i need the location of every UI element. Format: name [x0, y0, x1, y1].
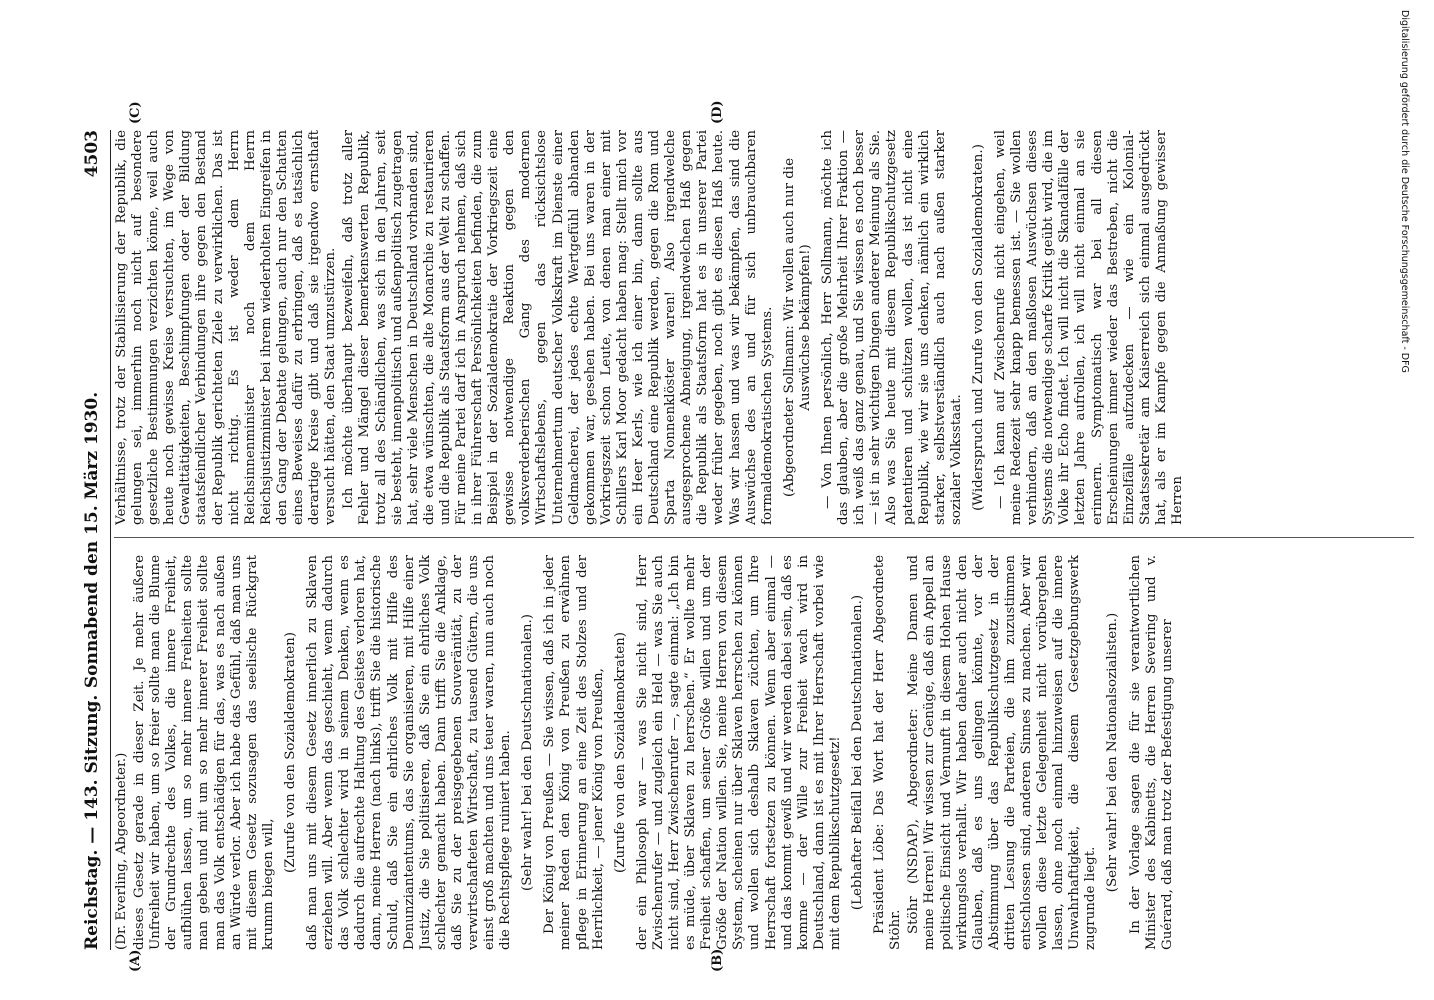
margin-letter-d: (D) — [710, 100, 725, 124]
margin-letter-c: (C) — [128, 101, 143, 124]
header-session: Reichstag. — 143. Sitzung. — [82, 694, 102, 950]
interjection: (Lebhafter Beifall bei den Deutschnationalen.) — [850, 594, 866, 911]
paragraph: — Ich kann auf Zwischenrufe nicht eingehen, weil meine Redezeit sehr knapp bemessen ist. — Sie wollen verhindern, daß an den maßlosen Auswüchsen dieses Systems die notwendige scharfe Kritik geübt wird, die im Volke ihr Echo findet. Ich will nicht die Skandalfälle der letzten Jahre aufrollen, ich will nicht einmal an sie erinnern. Symptomatisch war bei all diesen Erscheinungen immer wieder das Bestreben, nicht die Einzelfälle aufzudecken — wie ein Kolonial-Staatssekretär am Kaiserreich sich einmal ausgedrückt hat, als er im Kampfe gegen die Anmaßung gewisser Herren — [992, 130, 1185, 525]
paragraph: Stöhr (NSDAP), Abgeordneter: Meine Damen und meine Herren! Wir wissen zur Genüge, daß ein Appell an politische Einsicht und Vernunft in diesem Hohen Hause wirkungslos verhallt. Wir haben daher auch nicht den Glauben, daß es uns gelingen könnte, vor der Abstimmung über das Republikschutzgesetz in der dritten Lesung die Parteien, die ihm zuzustimmen entschlossen sind, anderen Sinnes zu machen. Aber wir wollen diese letzte Gelegenheit nicht vorübergehen lassen, ohne noch einmal hinzuweisen auf die innere Unwahrhaftigkeit, die diesem Gesetzgebungswerk zugrunde liegt. — [906, 555, 1099, 950]
left-text-column — [114, 555, 1434, 950]
paragraph: Präsident Löbe: Das Wort hat der Herr Abgeordnete Stöhr. — [872, 555, 904, 950]
credit-text: Digitalisierung gefördert durch die Deutsche Forschungsgemeinschaft - DFG — [1399, 10, 1410, 373]
page-header — [78, 130, 110, 950]
dfg-credit — [1399, 10, 1434, 373]
header-rule — [110, 130, 111, 950]
header-date: Sonnabend den 15. März 1930. — [82, 391, 102, 689]
paragraph: In der Vorlage sagen die für sie verantwortlichen Minister des Kabinetts, die Herren Severing und v. Guérard, daß man trotz der Befestigung unserer — [1127, 555, 1175, 950]
paragraph: daß man uns mit diesem Gesetz innerlich zu Sklaven erziehen will. Aber wenn das geschieht, wenn dadurch das Volk schlechter wird in seinem Denken, wenn es dadurch die aufrechte Haltung des Geistes verloren hat, dann, meine Herren (nach links), trifft Sie die historische Schuld, daß Sie ein ehrliches Volk mit Hilfe des Denunziantentums, das Sie organisieren, mit Hilfe einer Justiz, die Sie politisieren, daß Sie ein ehrliches Volk schlechter gemacht haben. Dann trifft Sie die Anklage, daß Sie zu der preisgegebenen Souveränität, zu der verwirtschafteten Wirtschaft, zu tausend Gütern, die uns einst groß machten und uns teuer waren, nun auch noch die Rechtspflege ruiniert haben. — [305, 555, 514, 950]
paragraph: (Dr. Everling, Abgeordneter.) — [114, 752, 129, 950]
column-divider — [114, 537, 1414, 538]
paragraph: Ich möchte überhaupt bezweifeln, daß trotz aller Fehler und Mängel dieser bemerkenswerten Republik, trotz all des Schändlichen, was sich in den Jahren, seit sie besteht, innenpolitisch und außenpolitisch zugetragen hat, sehr viele Menschen in Deutschland vorhanden sind, die etwa wünschten, die alte Monarchie zu restaurieren und die Republik als Staatsform aus der Welt zu schaffen. Für meine Partei darf ich in Anspruch nehmen, daß sich in ihrer Führerschaft Persönlichkeiten befinden, die zum Beispiel in der Sozialdemokratie der Vorkriegszeit eine gewisse notwendige Reaktion gegen den volksverderberischen Gang des modernen Wirtschaftslebens, gegen das rücksichtslose Unternehmertum deutscher Volkskraft im Dienste einer Geldmacherei, der jedes echte Wertgefühl abhanden gekommen war, gesehen haben. Bei uns waren in der Vorkriegszeit schon Leute, von denen man einer mit Schillers Karl Moor gedacht haben mag: Stellt mich vor ein Heer Kerls, wie ich einer bin, dann sollte aus Deutschland eine Republik werden, gegen die Rom und Sparta Nonnenklöster waren! Also irgendwelche ausgesprochene Abneigung, irgendwelchen Haß gegen die Republik als Staatsform hat es in unserer Partei weder früher gegeben, noch gibt es diesen Haß heute. Was wir hassen und was wir bekämpfen, das sind die Auswüchse des an und für sich unbrauchbaren formaldemokratischen Systems. — [341, 130, 775, 525]
rotated-page — [0, 85, 1434, 1000]
interjection: (Zurufe von den Sozialdemokraten) — [612, 632, 628, 873]
page-number: 4503 — [82, 130, 102, 178]
right-text-column — [114, 130, 1434, 525]
paragraph: der ein Philosoph war — was Sie nicht sind, Herr Zwischenrufer — und zugleich ein Held — was Sie auch nicht sind, Herr Zwischenrufer —, sagte einmal: „Ich bin es müde, über Sklaven zu herrschen.“ Er wollte mehr Freiheit schaffen, um seiner Größe willen und um der Größe der Nation willen. Sie, meine Herren von diesem System, scheinen nur über Sklaven herrschen zu können und wollen sich deshalb Sklaven züchten, um Ihre Herrschaft fortsetzen zu können. Wenn aber einmal — und das kommt gewiß und wir werden dabei sein, daß es komme — der Wille zur Freiheit wach wird in Deutschland, dann ist es mit Ihrer Herrschaft vorbei wie mit dem Republikschutzgesetz! — [634, 555, 843, 950]
paragraph: — Von Ihnen persönlich, Herr Sollmann, möchte ich das glauben, aber die große Mehrheit Ihrer Fraktion — ich weiß das ganz genau, und Sie wissen es noch besser — ist in sehr wichtigen Dingen anderer Meinung als Sie. Also was Sie heute mit diesem Republikschutzgesetz patentieren und schützen wollen, das ist nicht eine Republik, wie wir sie uns denken, nämlich ein wirklich starker, selbstverständlich auch nach außen starker sozialer Volksstaat. — [820, 130, 964, 525]
paragraph: Verhältnisse, trotz der Stabilisierung der Republik, die gelungen sei, immerhin noch nicht auf besondere gesetzliche Bestimmungen verzichten könne, weil auch heute noch gewisse Kreise versuchten, im Wege von Gewalttätigkeiten, Beschimpfungen oder der Bildung staatsfeindlicher Verbindungen ihre gegen den Bestand der Republik gerichteten Ziele zu verwirklichen. Das ist nicht richtig. Es ist weder dem Herrn Reichsinnenminister noch dem Herrn Reichsjustizminister bei ihrem wiederholten Eingreifen in den Gang der Debatte gelungen, auch nur den Schatten eines Beweises dafür zu erbringen, daß es tatsächlich derartige Kreise gibt und daß sie irgendwo ernsthaft versucht hätten, den Staat umzustürzen. — [114, 130, 339, 525]
interjection: (Zurufe von den Sozialdemokraten) — [282, 632, 298, 873]
interjection: (Widerspruch und Zurufe von den Sozialdemokraten.) — [970, 144, 986, 511]
interjection: (Sehr wahr! bei den Deutschnationalen.) — [520, 613, 536, 892]
interjection: (Abgeordneter Sollmann: Wir wollen auch nur die Auswüchse bekämpfen!) — [781, 157, 813, 498]
paragraph: Der König von Preußen — Sie wissen, daß ich in jeder meiner Reden den König von Preußen zu erwähnen pflege in Erinnerung an eine Zeit des Stolzes und der Herrlichkeit, — jener König von Preußen, — [542, 555, 606, 950]
interjection: (Sehr wahr! bei den Nationalsozialisten.) — [1105, 612, 1121, 893]
paragraph: dieses Gesetz gerade in dieser Zeit. Je mehr äußere Unfreiheit wir haben, um so freier sollte man die Blume der Grundrechte des Volkes, die innere Freiheit, aufblühen lassen, um so mehr innere Freiheiten sollte man geben und mit um so mehr innerer Freiheit sollte man das Volk entschädigen für das, was es nach außen an Würde verlor. Aber ich habe das Gefühl, daß man uns mit diesem Gesetz sozusagen das seelische Rückgrat krumm biegen will, — [132, 555, 276, 950]
margin-letter-a: (A) — [128, 949, 143, 972]
margin-letter-b: (B) — [710, 948, 725, 972]
